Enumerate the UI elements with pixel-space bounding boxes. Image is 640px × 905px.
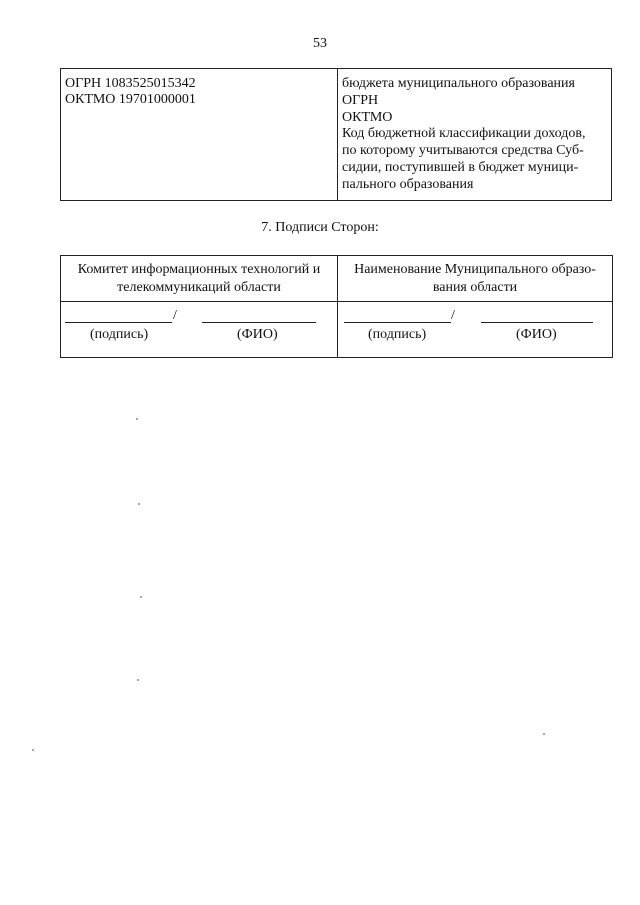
right-signature-caption: (подпись) <box>368 327 427 342</box>
scan-speck <box>136 418 138 420</box>
requisites-right-line: ОКТМО <box>342 109 393 125</box>
right-name-line <box>481 322 593 323</box>
requisites-right-line: пального образования <box>342 176 474 192</box>
page-number: 53 <box>313 36 327 51</box>
right-name-caption: (ФИО) <box>516 327 557 342</box>
ogrn-line: ОГРН 1083525015342 <box>65 76 196 91</box>
right-party-name-line2: вания области <box>432 280 518 295</box>
signatures-body-row <box>61 302 612 358</box>
requisites-right-line: бюджета муниципального образования <box>342 76 575 91</box>
oktmo-line: ОКТМО 19701000001 <box>65 92 196 107</box>
scan-speck <box>138 503 140 505</box>
left-signature-line <box>65 322 172 323</box>
scan-speck <box>137 679 139 681</box>
scan-speck <box>32 749 34 751</box>
right-signature-slash: / <box>451 308 455 323</box>
requisites-table <box>60 68 612 201</box>
scan-speck <box>543 733 545 735</box>
right-party-name-line1: Наименование Муниципального образо- <box>354 262 596 277</box>
requisites-right-line: Код бюджетной классификации доходов, <box>342 126 586 142</box>
requisites-right-line: сидии, поступившей в бюджет муници- <box>342 159 579 175</box>
left-signature-caption: (подпись) <box>90 327 149 342</box>
requisites-right-line: ОГРН <box>342 92 379 108</box>
scan-speck <box>140 596 142 598</box>
left-party-name-cell <box>61 256 338 301</box>
left-party-name-line1: Комитет информационных технологий и <box>77 262 321 277</box>
right-signature-cell <box>338 302 612 358</box>
requisites-right-line: по которому учитываются средства Суб- <box>342 143 584 159</box>
left-name-line <box>202 322 316 323</box>
left-party-name-line2: телекоммуникаций области <box>117 280 281 295</box>
left-name-caption: (ФИО) <box>237 327 278 342</box>
left-signature-cell <box>61 302 338 358</box>
signatures-section-title: 7. Подписи Сторон: <box>261 220 379 235</box>
signatures-table <box>60 255 613 358</box>
right-signature-line <box>344 322 451 323</box>
right-party-name-cell <box>338 256 612 301</box>
signatures-header-row <box>61 256 612 302</box>
left-signature-slash: / <box>173 308 177 323</box>
requisites-right-cell <box>338 69 611 200</box>
requisites-left-cell <box>61 69 338 200</box>
